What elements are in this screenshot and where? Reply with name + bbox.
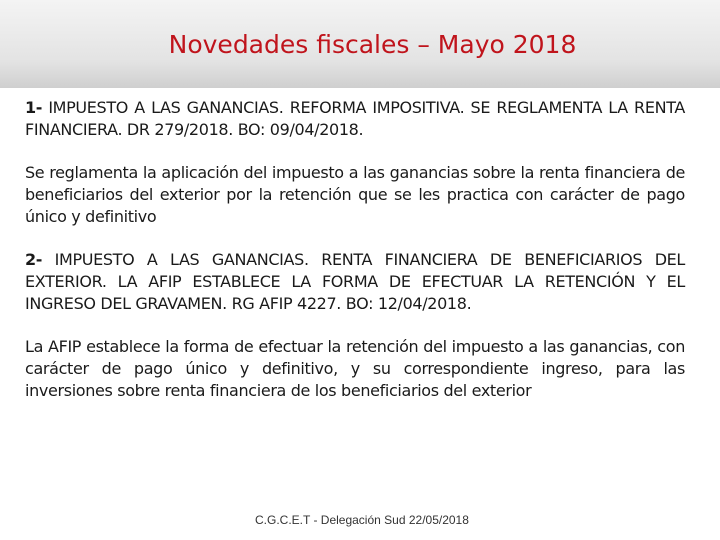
item-2-heading [25, 249, 685, 315]
item-1-number: 1- [25, 98, 43, 117]
slide-title: Novedades fiscales – Mayo 2018 [168, 30, 577, 59]
slide-content [25, 97, 685, 423]
item-2-heading-text: IMPUESTO A LAS GANANCIAS. RENTA FINANCIERA DE BENEFICIARIOS DEL EXTERIOR. LA AFIP ESTABLECE LA FORMA DE EFECTUAR LA RETENCIÓN Y EL INGRESO DEL GRAVAMEN. RG AFIP 4227. BO: 12/04/2018. [25, 250, 685, 313]
item-1-heading-text: IMPUESTO A LAS GANANCIAS. REFORMA IMPOSITIVA. SE REGLAMENTA LA RENTA FINANCIERA. DR 279/2018. BO: 09/04/2018. [25, 98, 685, 139]
item-2-number: 2- [25, 250, 43, 269]
slide-footer: C.G.C.E.T - Delegación Sud 22/05/2018 [255, 513, 469, 527]
slide-header [0, 0, 720, 88]
item-1-body: Se reglamenta la aplicación del impuesto a las ganancias sobre la renta financiera de beneficiarios del exterior por la retención que se les practica con carácter de pago único y definitivo [25, 163, 685, 226]
item-2-body: La AFIP establece la forma de efectuar la retención del impuesto a las ganancias, con carácter de pago único y definitivo, y su correspondiente ingreso, para las inversiones sobre renta financiera de los beneficiarios del exterior [25, 337, 685, 400]
item-1-heading [25, 97, 685, 141]
